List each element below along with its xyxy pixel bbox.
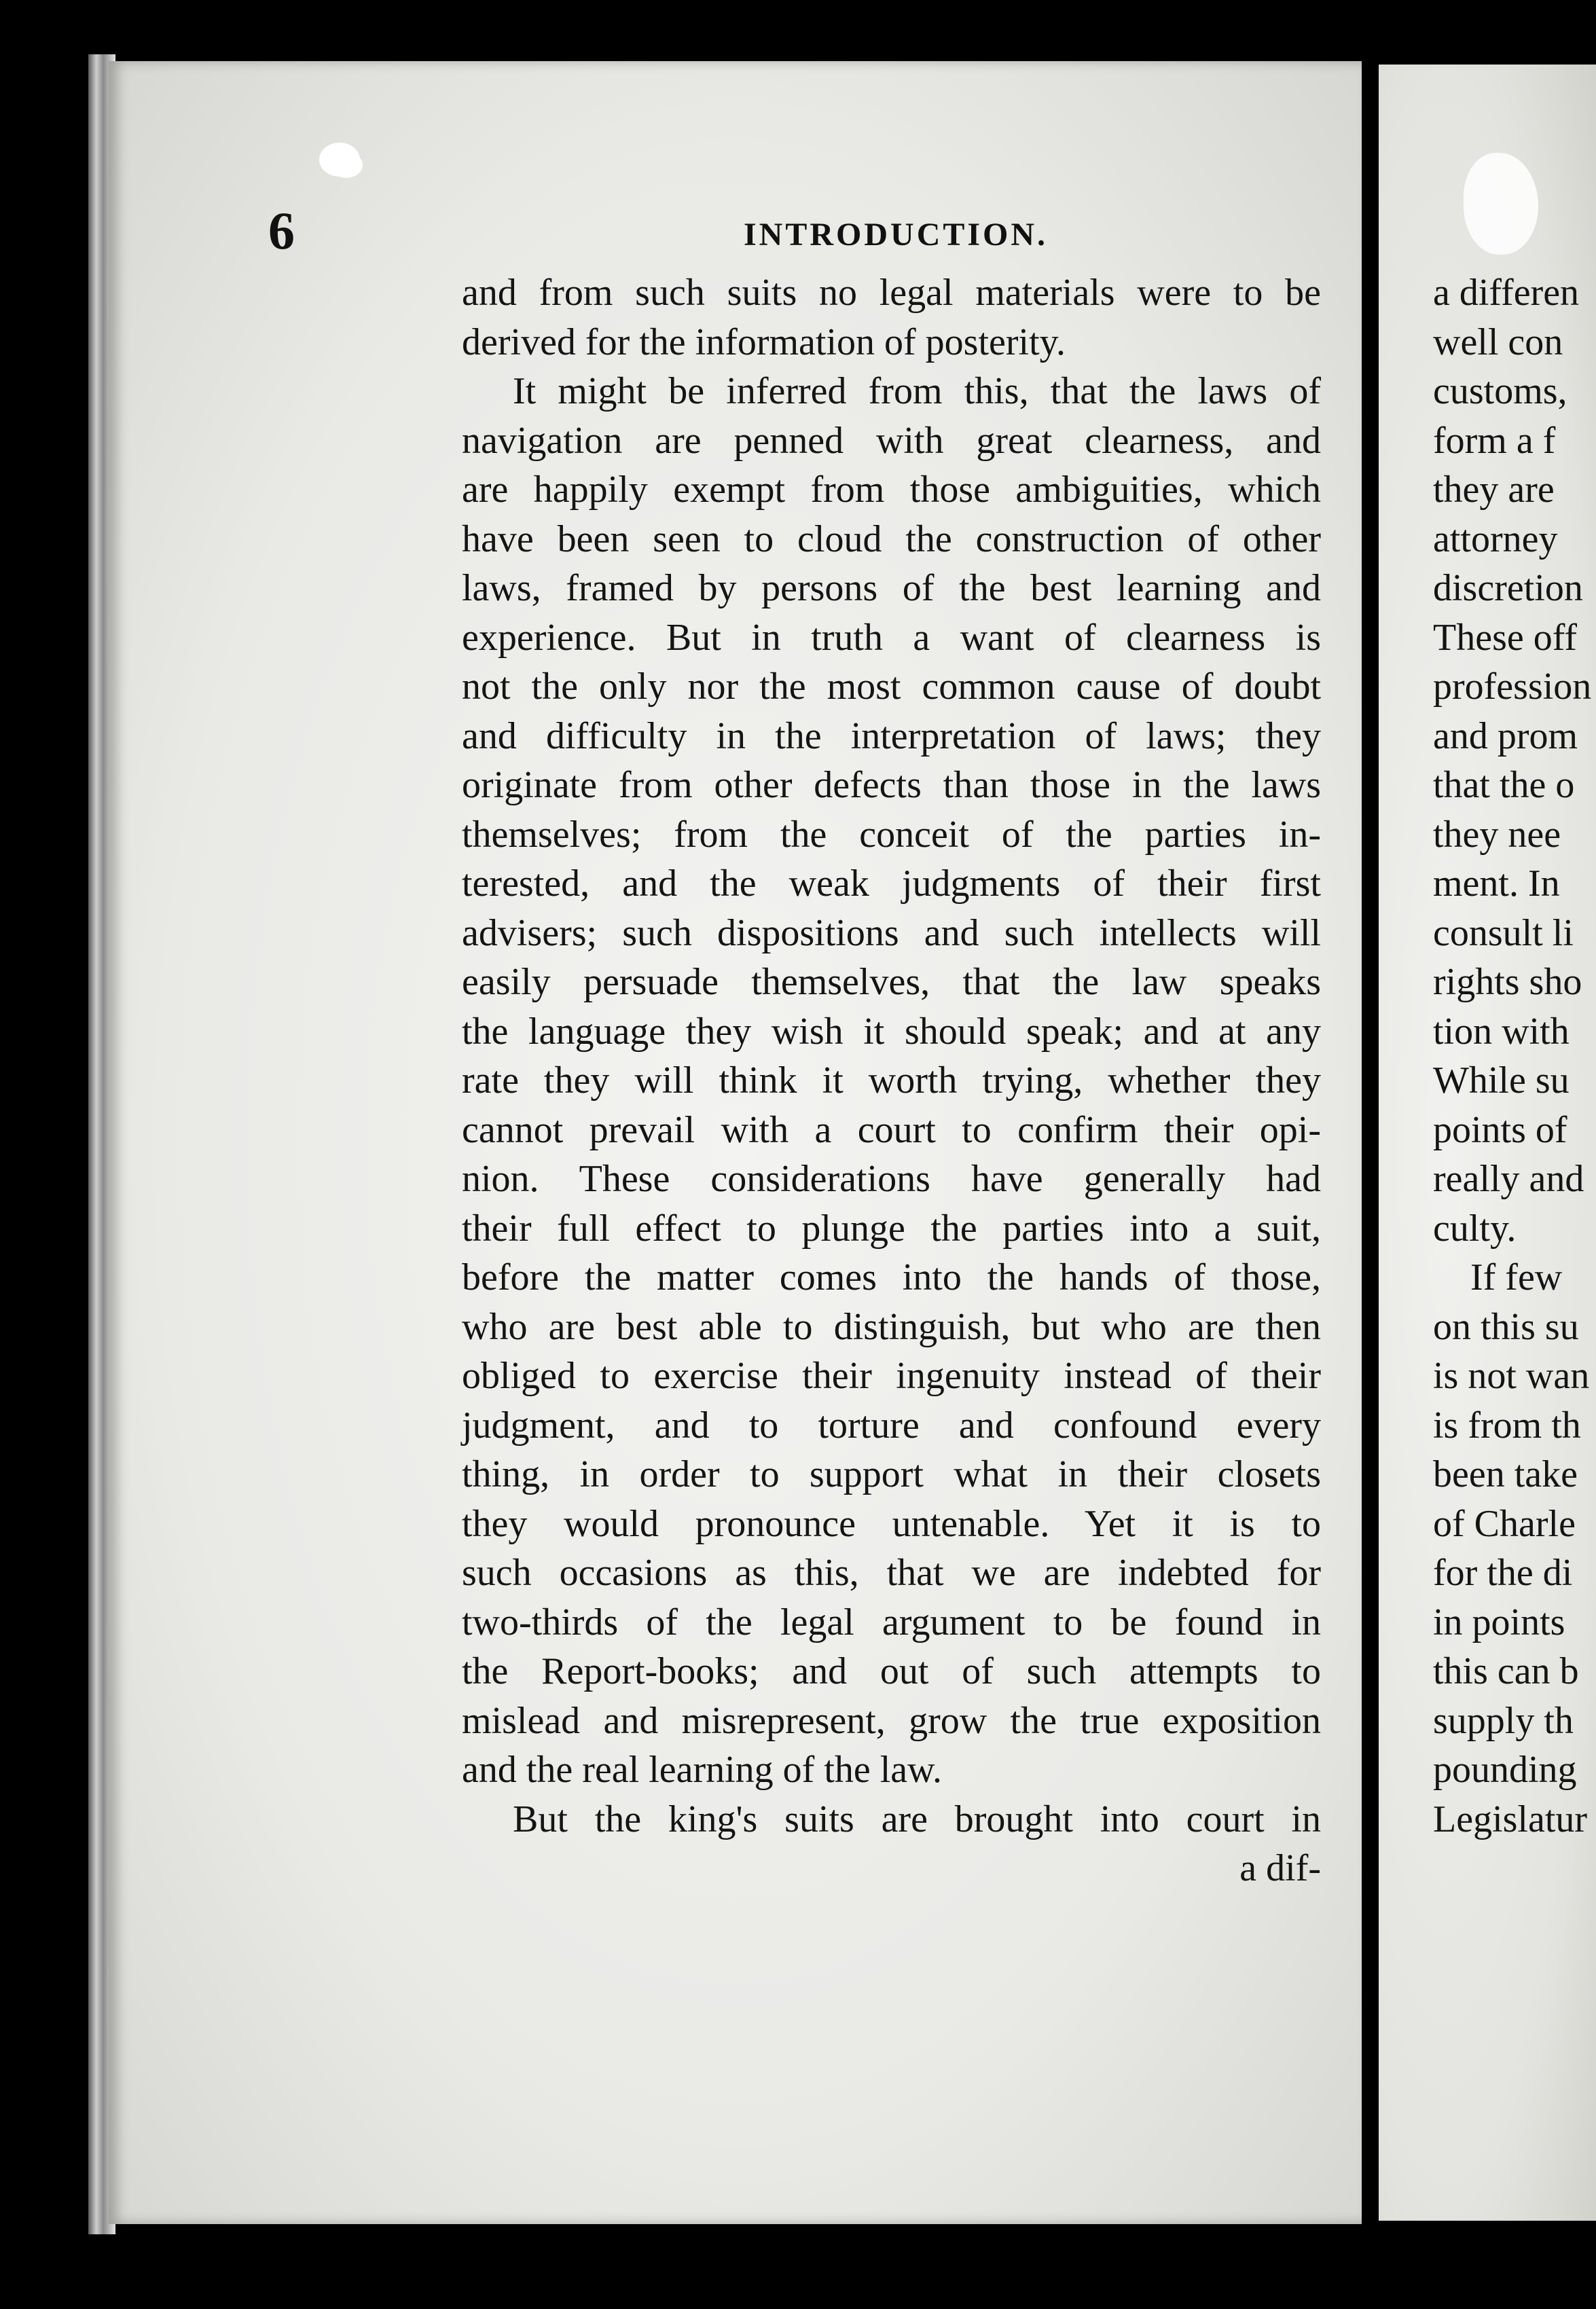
text-line: and from such suits no legal materials were to be xyxy=(462,272,1321,314)
text-line: is not wan xyxy=(1433,1355,1590,1397)
text-line: the Report-books; and out of such attempts to xyxy=(462,1650,1321,1692)
text-line: customs, xyxy=(1433,370,1567,412)
text-line: While su xyxy=(1433,1059,1570,1102)
text-line: rate they will think it worth trying, whether they xyxy=(462,1059,1321,1102)
text-line: and difficulty in the interpretation of laws; they xyxy=(462,714,1321,757)
text-line: laws, framed by persons of the best learning and xyxy=(462,567,1321,609)
text-line: rights sho xyxy=(1433,961,1582,1003)
text-line: really and xyxy=(1433,1158,1584,1200)
text-line: such occasions as this, that we are indebted for xyxy=(462,1552,1321,1594)
text-line: nion. These considerations have generally had xyxy=(462,1158,1321,1200)
text-line: not the only nor the most common cause of doubt xyxy=(462,666,1321,708)
text-line: is from th xyxy=(1433,1404,1581,1447)
paragraph-start-line: If few xyxy=(1470,1256,1563,1298)
text-line: the language they wish it should speak; and at any xyxy=(462,1010,1321,1053)
text-line: originate from other defects than those in the laws xyxy=(462,764,1321,806)
text-line: tion with xyxy=(1433,1010,1570,1053)
text-line: discretion xyxy=(1433,567,1583,609)
text-line: thing, in order to support what in their closets xyxy=(462,1453,1321,1495)
text-line: These off xyxy=(1433,616,1577,659)
text-line: consult li xyxy=(1433,911,1574,954)
text-line: obliged to exercise their ingenuity instead of their xyxy=(462,1355,1321,1397)
text-line: mislead and misrepresent, grow the true exposition xyxy=(462,1699,1321,1742)
text-line: advisers; such dispositions and such intellects will xyxy=(462,911,1321,954)
text-line: pounding xyxy=(1433,1749,1577,1791)
text-line: easily persuade themselves, that the law speaks xyxy=(462,961,1321,1003)
text-line: of Charle xyxy=(1433,1502,1576,1545)
text-line: their full effect to plunge the parties into a suit, xyxy=(462,1207,1321,1250)
paper-blemish-right xyxy=(1464,153,1538,255)
text-line: Legislatur xyxy=(1433,1798,1588,1840)
left-page-text xyxy=(462,268,1321,1893)
text-line: in points xyxy=(1433,1601,1565,1643)
catchword: a dif- xyxy=(1239,1847,1321,1889)
text-line: themselves; from the conceit of the parties in- xyxy=(462,813,1321,856)
text-line: experience. But in truth a want of clearness is xyxy=(462,616,1321,659)
text-line: judgment, and to torture and confound every xyxy=(462,1404,1321,1447)
paragraph-start-line: It might be inferred from this, that the laws of xyxy=(513,370,1321,412)
text-line: they nee xyxy=(1433,813,1561,856)
text-line: and prom xyxy=(1433,714,1578,757)
text-line: navigation are penned with great clearness, and xyxy=(462,419,1321,462)
right-page-text xyxy=(1433,268,1596,1844)
text-line: culty. xyxy=(1433,1207,1517,1250)
text-line: have been seen to cloud the construction of other xyxy=(462,517,1321,560)
text-line: well con xyxy=(1433,321,1563,363)
text-line: points of xyxy=(1433,1108,1567,1151)
text-line: they would pronounce untenable. Yet it is to xyxy=(462,1502,1321,1545)
text-line: terested, and the weak judgments of their first xyxy=(462,862,1321,905)
text-line: that the o xyxy=(1433,764,1575,806)
text-line: supply th xyxy=(1433,1699,1574,1742)
text-line: cannot prevail with a court to confirm their opi- xyxy=(462,1108,1321,1151)
text-line: are happily exempt from those ambiguities, which xyxy=(462,469,1321,511)
text-line: derived for the information of posterity. xyxy=(462,321,1066,363)
paper-blemish xyxy=(319,143,360,177)
text-line: for the di xyxy=(1433,1552,1573,1594)
text-line: attorney xyxy=(1433,517,1558,560)
paragraph-start-line: But the king's suits are brought into court in xyxy=(513,1798,1321,1840)
page-number: 6 xyxy=(268,201,295,260)
running-head: INTRODUCTION. xyxy=(744,217,1049,253)
text-line: been take xyxy=(1433,1453,1578,1495)
text-line: who are best able to distinguish, but who are then xyxy=(462,1305,1321,1348)
text-line: before the matter comes into the hands of those, xyxy=(462,1256,1321,1298)
text-line: on this su xyxy=(1433,1305,1579,1348)
text-line: form a f xyxy=(1433,419,1556,462)
text-line: and the real learning of the law. xyxy=(462,1749,942,1791)
text-line: profession xyxy=(1433,666,1592,708)
text-line: they are xyxy=(1433,469,1555,511)
text-line: ment. In xyxy=(1433,862,1560,905)
text-line: this can b xyxy=(1433,1650,1579,1692)
text-line: two-thirds of the legal argument to be found in xyxy=(462,1601,1321,1643)
text-line: a differen xyxy=(1433,272,1580,314)
